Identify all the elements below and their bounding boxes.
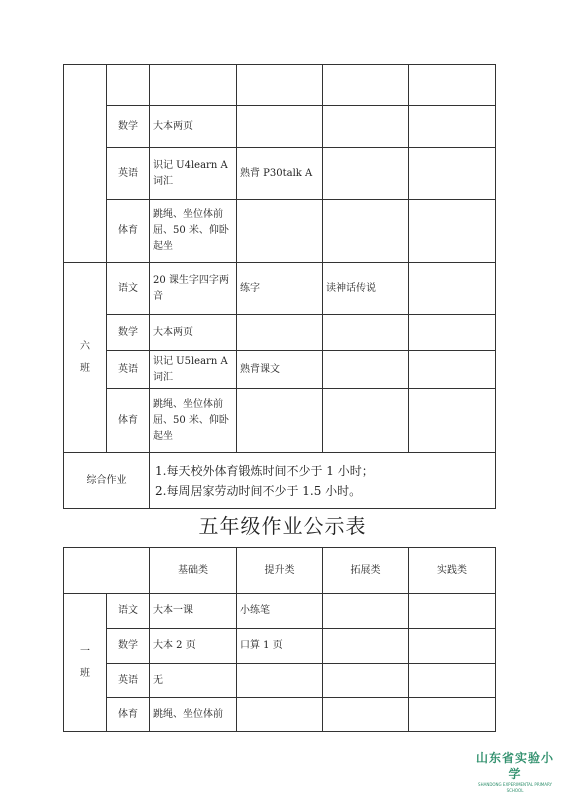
cell-expand bbox=[323, 664, 409, 698]
subject-cell-empty bbox=[107, 65, 150, 106]
subject-cell: 英语 bbox=[107, 664, 150, 698]
cell-improve bbox=[237, 389, 323, 453]
cell-basic: 无 bbox=[150, 664, 237, 698]
cell-expand bbox=[323, 629, 409, 664]
subject-cell: 体育 bbox=[107, 200, 150, 263]
cell-practice bbox=[409, 664, 496, 698]
cell-improve bbox=[237, 664, 323, 698]
school-logo bbox=[470, 750, 560, 793]
class-label-char: 班 bbox=[80, 362, 90, 374]
school-logo-english: SHANDONG EXPERIMENTAL PRIMARY SCHOOL bbox=[478, 782, 552, 793]
class-label-char: 班 bbox=[80, 667, 90, 679]
cell-expand bbox=[323, 698, 409, 732]
cell-improve bbox=[237, 698, 323, 732]
cell-improve: 练字 bbox=[237, 263, 323, 315]
school-logo-name: 山东省实验小学 bbox=[475, 751, 554, 781]
header-practice: 实践类 bbox=[409, 548, 496, 594]
cell-practice bbox=[409, 389, 496, 453]
homework-table-grade5 bbox=[63, 547, 496, 732]
cell-practice bbox=[409, 106, 496, 148]
subject-cell: 语文 bbox=[107, 594, 150, 629]
cell-basic: 大本一课 bbox=[150, 594, 237, 629]
cell-basic bbox=[150, 65, 237, 106]
cell-expand bbox=[323, 315, 409, 351]
cell-expand bbox=[323, 106, 409, 148]
header-basic: 基础类 bbox=[150, 548, 237, 594]
subject-cell: 英语 bbox=[107, 351, 150, 389]
header-blank bbox=[64, 548, 150, 594]
class-cell-continued bbox=[64, 65, 107, 263]
cell-basic: 识记 U4learn A 词汇 bbox=[150, 148, 237, 200]
cell-expand bbox=[323, 200, 409, 263]
cell-practice bbox=[409, 351, 496, 389]
cell-basic: 跳绳、坐位体前屈、50 米、仰卧起坐 bbox=[150, 200, 237, 263]
class-label-char: 一 bbox=[80, 645, 90, 657]
cell-practice bbox=[409, 200, 496, 263]
cell-improve: 熟背 P30talk A bbox=[237, 148, 323, 200]
subject-cell: 体育 bbox=[107, 389, 150, 453]
cell-improve bbox=[237, 106, 323, 148]
class-label-one bbox=[64, 594, 107, 732]
cell-basic: 大本 2 页 bbox=[150, 629, 237, 664]
homework-table-continued bbox=[63, 64, 496, 509]
subject-cell: 体育 bbox=[107, 698, 150, 732]
cell-practice bbox=[409, 594, 496, 629]
cell-improve: 口算 1 页 bbox=[237, 629, 323, 664]
cell-expand bbox=[323, 65, 409, 106]
subject-cell: 数学 bbox=[107, 315, 150, 351]
cell-expand bbox=[323, 148, 409, 200]
cell-expand bbox=[323, 351, 409, 389]
cell-basic: 跳绳、坐位体前屈、50 米、仰卧起坐 bbox=[150, 389, 237, 453]
cell-practice bbox=[409, 629, 496, 664]
cell-basic: 大本两页 bbox=[150, 315, 237, 351]
cell-practice bbox=[409, 263, 496, 315]
class-label-six bbox=[64, 263, 107, 453]
header-improve: 提升类 bbox=[237, 548, 323, 594]
summary-label: 综合作业 bbox=[64, 453, 150, 509]
header-expand: 拓展类 bbox=[323, 548, 409, 594]
cell-basic: 20 课生字四字两音 bbox=[150, 263, 237, 315]
cell-practice bbox=[409, 65, 496, 106]
cell-improve: 熟背课文 bbox=[237, 351, 323, 389]
subject-cell: 英语 bbox=[107, 148, 150, 200]
page-title: 五年级作业公示表 bbox=[198, 514, 367, 538]
cell-improve bbox=[237, 65, 323, 106]
cell-practice bbox=[409, 698, 496, 732]
summary-line-2: 2.每周居家劳动时间不少于 1.5 小时。 bbox=[155, 483, 362, 498]
summary-line-1: 1.每天校外体育锻炼时间不少于 1 小时； bbox=[155, 463, 374, 478]
subject-cell: 数学 bbox=[107, 629, 150, 664]
cell-improve bbox=[237, 200, 323, 263]
subject-cell: 语文 bbox=[107, 263, 150, 315]
cell-practice bbox=[409, 148, 496, 200]
subject-cell: 数学 bbox=[107, 106, 150, 148]
cell-practice bbox=[409, 315, 496, 351]
cell-basic: 跳绳、坐位体前 bbox=[150, 698, 237, 732]
cell-basic: 识记 U5learn A 词汇 bbox=[150, 351, 237, 389]
cell-basic: 大本两页 bbox=[150, 106, 237, 148]
cell-improve bbox=[237, 315, 323, 351]
summary-content bbox=[150, 453, 496, 509]
class-label-char: 六 bbox=[80, 340, 90, 352]
cell-expand: 读神话传说 bbox=[323, 263, 409, 315]
cell-improve: 小练笔 bbox=[237, 594, 323, 629]
cell-expand bbox=[323, 389, 409, 453]
cell-expand bbox=[323, 594, 409, 629]
